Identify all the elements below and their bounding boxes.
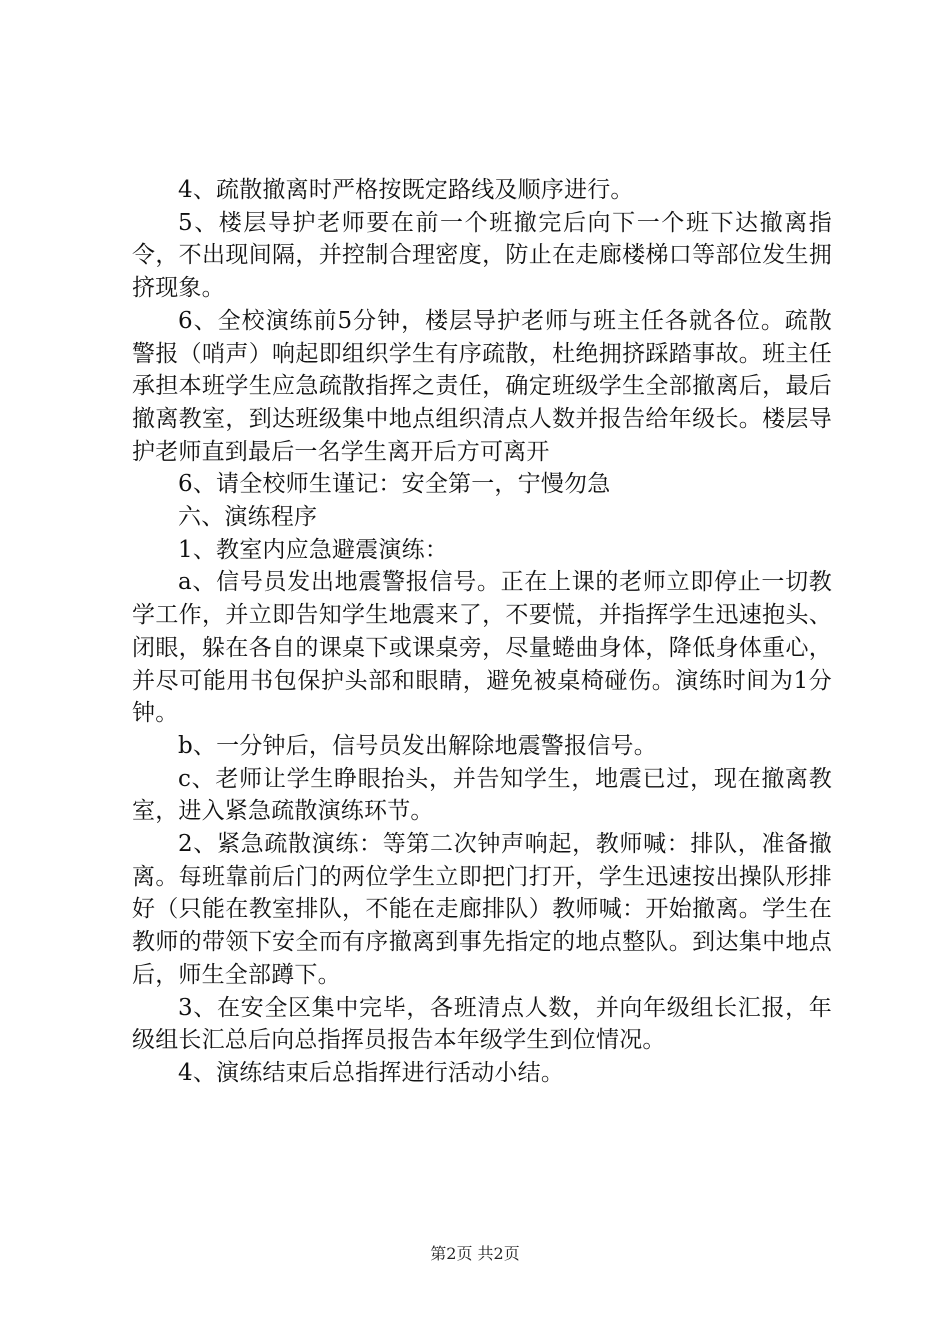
paragraph-safety-reminder: 6、请全校师生谨记：安全第一，宁慢勿急 (178, 471, 611, 498)
paragraph-step-c: c、老师让学生睁眼抬头，并告知学生，地震已过，现在撤离教室，进入紧急疏散演练环节。 (132, 765, 832, 825)
page-footer: 第2页 共2页 (430, 1244, 520, 1263)
document-body (132, 174, 832, 1090)
paragraph-headcount-report: 3、在安全区集中完毕，各班清点人数，并向年级组长汇报，年级组长汇总后向总指挥员报告本年级学生到位情况。 (132, 994, 832, 1054)
paragraph-step-a: a、信号员发出地震警报信号。正在上课的老师立即停止一切教学工作，并立即告知学生地震来了，不要慌，并指挥学生迅速抱头、闭眼，躲在各自的课桌下或课桌旁，尽量蜷曲身体，降低身体重心，并尽可能用书包保护头部和眼睛，避免被桌椅碰伤。演练时间为1分钟。 (132, 569, 832, 727)
paragraph-classroom-earthquake-drill: 1、教室内应急避震演练： (178, 536, 449, 563)
paragraph-step-b: b、一分钟后，信号员发出解除地震警报信号。 (178, 732, 657, 759)
paragraph-positions-before-drill: 6、全校演练前5分钟，楼层导护老师与班主任各就各位。疏散警报（哨声）响起即组织学生有序疏散，杜绝拥挤踩踏事故。班主任承担本班学生应急疏散指挥之责任，确定班级学生全部撤离后，最后撤离教室，到达班级集中地点组织清点人数并报告给年级长。楼层导护老师直到最后一名学生离开后方可离开 (132, 307, 832, 465)
paragraph-emergency-evacuation-drill: 2、紧急疏散演练：等第二次钟声响起，教师喊：排队，准备撤离。每班靠前后门的两位学生立即把门打开，学生迅速按出操队形排好（只能在教室排队，不能在走廊排队）教师喊：开始撤离。学生在教师的带领下安全而有序撤离到事先指定的地点整队。到达集中地点后，师生全部蹲下。 (132, 831, 832, 988)
paragraph-evacuation-route: 4、疏散撤离时严格按既定路线及顺序进行。 (178, 177, 634, 203)
paragraph-drill-summary: 4、演练结束后总指挥进行活动小结。 (178, 1059, 565, 1086)
section-heading-drill-procedure: 六、演练程序 (178, 504, 318, 531)
paragraph-floor-guide-instructions: 5、楼层导护老师要在前一个班撤完后向下一个班下达撤离指令，不出现间隔，并控制合理密度，防止在走廊楼梯口等部位发生拥挤现象。 (132, 209, 832, 302)
